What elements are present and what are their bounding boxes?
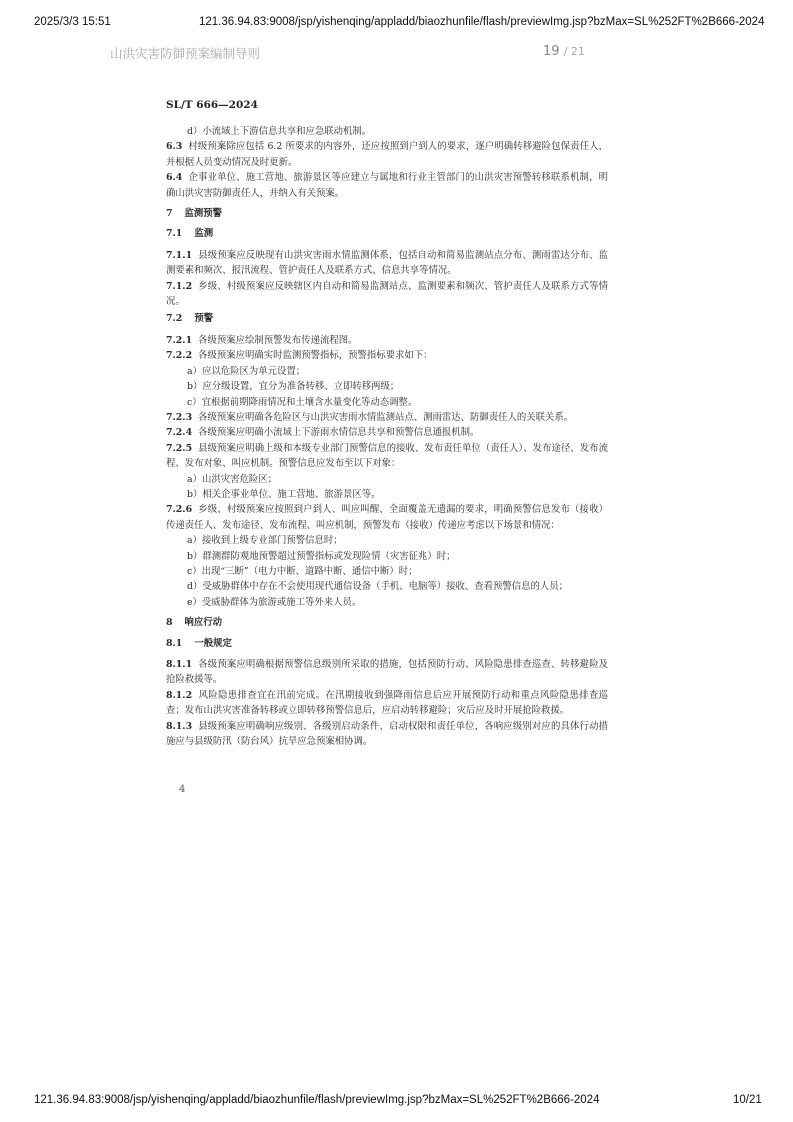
list-item bbox=[166, 549, 608, 564]
clause-paragraph bbox=[166, 441, 608, 472]
clause-number: 8.1.2 bbox=[166, 689, 193, 701]
clause-paragraph bbox=[166, 170, 608, 201]
clause-text: c）出现“三断”（电力中断、道路中断、通信中断）时； bbox=[187, 565, 418, 577]
clause-number: 7 bbox=[166, 208, 173, 220]
clause-number: 7.1.1 bbox=[166, 249, 193, 261]
clause-text: e）受威胁群体为旅游或施工等外来人员。 bbox=[187, 596, 362, 608]
clause-number: 8.1.3 bbox=[166, 720, 193, 732]
clause-text: 监测预警 bbox=[184, 208, 223, 220]
subsection-heading bbox=[166, 636, 608, 651]
current-page[interactable]: 19 bbox=[543, 44, 560, 59]
clause-text: b）应分级设置，宜分为准备转移、立即转移两级； bbox=[187, 381, 400, 393]
clause-number: 7.2.2 bbox=[166, 350, 193, 362]
clause-paragraph bbox=[166, 139, 608, 170]
clause-number: 6.4 bbox=[166, 172, 183, 184]
list-item bbox=[166, 487, 608, 502]
clause-paragraph bbox=[166, 279, 608, 310]
footer-url: 121.36.94.83:9008/jsp/yishenqing/appladd/biaozhunfile/flash/previewImg.jsp?bzMax=SL%252FT%2B666-2024 bbox=[34, 1094, 600, 1106]
clause-number: 8.1 bbox=[166, 637, 183, 649]
clause-number: 7.1 bbox=[166, 228, 183, 240]
section-heading bbox=[166, 615, 608, 630]
list-item bbox=[166, 472, 608, 487]
document-title: 山洪灾害防御预案编制导则 bbox=[110, 46, 261, 61]
clause-paragraph bbox=[166, 348, 608, 363]
clause-number: 7.1.2 bbox=[166, 280, 193, 292]
clause-text: 各级预案应绘制预警发布传递流程图。 bbox=[198, 334, 358, 346]
clause-text: b）相关企事业单位、施工营地、旅游景区等。 bbox=[187, 488, 381, 500]
clause-paragraph bbox=[166, 688, 608, 719]
clause-number: 8.1.1 bbox=[166, 659, 193, 670]
list-item bbox=[166, 564, 608, 579]
clause-paragraph bbox=[166, 410, 608, 425]
clause-paragraph bbox=[166, 425, 608, 440]
section-heading bbox=[166, 206, 608, 221]
standard-code: SL/T 666—2024 bbox=[166, 99, 258, 111]
list-item bbox=[166, 124, 608, 139]
clause-text: 预警 bbox=[194, 313, 214, 325]
clause-number: 7.2.4 bbox=[166, 427, 193, 439]
subsection-heading bbox=[166, 226, 608, 241]
clause-paragraph bbox=[166, 502, 608, 533]
clause-number: 7.2.3 bbox=[166, 411, 193, 423]
total-pages: / 21 bbox=[563, 45, 585, 58]
clause-number: 7.2.5 bbox=[166, 442, 193, 454]
clause-text: 乡级、村级预案应反映辖区内自动和简易监测站点、监测要素和频次、管护责任人及联系方式等情况。 bbox=[166, 280, 608, 308]
clause-text: d）受威胁群体中存在不会使用现代通信设备（手机、电脑等）接收、查看预警信息的人员； bbox=[187, 581, 569, 593]
clause-number: 8 bbox=[166, 617, 173, 629]
document-body bbox=[166, 124, 608, 749]
clause-paragraph bbox=[166, 333, 608, 348]
clause-text: a）应以危险区为单元设置； bbox=[187, 365, 306, 377]
clause-text: 各级预案应明确小流域上下游雨水情信息共享和预警信息通报机制。 bbox=[198, 427, 480, 439]
footer-page-count: 10/21 bbox=[733, 1094, 762, 1106]
clause-number: 7.2.1 bbox=[166, 334, 193, 346]
clause-text: 县级预案应反映现有山洪灾害雨水情监测体系，包括自动和简易监测站点分布、测雨雷达分布、监测要素和频次、报汛流程、管护责任人及联系方式、信息共享等情况。 bbox=[166, 249, 608, 277]
clause-text: 一般规定 bbox=[194, 637, 232, 649]
clause-text: 各级预案应明确根据预警信息级别所采取的措施，包括预防行动、风险隐患排查巡查、转移避险及抢险救援等。 bbox=[166, 659, 608, 686]
clause-text: d）小流域上下游信息共享和应急联动机制。 bbox=[187, 126, 372, 137]
page-number: 4 bbox=[179, 784, 186, 795]
clause-text: 乡级、村级预案应按照到户到人、叫应叫醒、全面覆盖无遗漏的要求，明确预警信息发布（接收）传递责任人、发布途径、发布流程、叫应机制，预警发布（接收）传递应考虑以下场景和情况： bbox=[166, 504, 608, 531]
clause-text: a）山洪灾害危险区； bbox=[187, 473, 277, 485]
print-datetime: 2025/3/3 15:51 bbox=[34, 16, 111, 28]
subsection-heading bbox=[166, 311, 608, 326]
print-url: 121.36.94.83:9008/jsp/yishenqing/appladd/biaozhunfile/flash/previewImg.jsp?bzMax=SL%252FT%2B666-2024 bbox=[199, 16, 765, 28]
clause-paragraph bbox=[166, 248, 608, 279]
clause-text: 监测 bbox=[194, 228, 214, 240]
clause-number: 7.2 bbox=[166, 313, 183, 325]
viewer-toolbar bbox=[0, 44, 793, 64]
list-item bbox=[166, 395, 608, 410]
list-item bbox=[166, 364, 608, 379]
page-indicator bbox=[543, 44, 585, 59]
clause-text: 风险隐患排查宜在汛前完成。在汛期接收到强降雨信息后应开展预防行动和重点风险隐患排查巡查；发布山洪灾害准备转移或立即转移预警信息后，应启动转移避险；灾后应及时开展抢险救援。 bbox=[166, 689, 608, 717]
list-item bbox=[166, 595, 608, 610]
clause-number: 6.3 bbox=[166, 141, 183, 153]
clause-text: a）接收到上级专业部门预警信息时； bbox=[187, 535, 343, 547]
clause-text: 各级预案应明确各危险区与山洪灾害雨水情监测站点、测雨雷达、防御责任人的关联关系。 bbox=[198, 411, 574, 423]
list-item bbox=[166, 379, 608, 394]
clause-text: 县级预案应明确上级和本级专业部门预警信息的接收、发布责任单位（责任人）、发布途径、发布流程、发布对象、叫应机制。预警信息应发布至以下对象： bbox=[166, 442, 608, 470]
clause-number: 7.2.6 bbox=[166, 504, 193, 516]
clause-text: 县级预案应明确响应级别、各级别启动条件、启动权限和责任单位，各响应级别对应的具体行动措施应与县级防汛（防台风）抗旱应急预案相协调。 bbox=[166, 720, 608, 748]
clause-text: 各级预案应明确实时监测预警指标，预警指标要求如下： bbox=[198, 350, 433, 362]
clause-paragraph bbox=[166, 719, 608, 750]
clause-text: 响应行动 bbox=[184, 617, 223, 629]
clause-text: 企事业单位、施工营地、旅游景区等应建立与属地和行业主管部门的山洪灾害预警转移联系机制，明确山洪灾害防御责任人，并纳入有关预案。 bbox=[166, 172, 608, 199]
clause-text: b）群测群防观地预警超过预警指标或发现险情（灾害征兆）时； bbox=[187, 550, 456, 562]
list-item bbox=[166, 579, 608, 594]
clause-text: c）宜根据前期降雨情况和土壤含水量变化等动态调整。 bbox=[187, 396, 418, 408]
clause-text: 村级预案除应包括 6.2 所要求的内容外，还应按照到户到人的要求，逐户明确转移避险包保责任人，并根据人员变动情况及时更新。 bbox=[166, 141, 608, 168]
clause-paragraph bbox=[166, 657, 608, 688]
list-item bbox=[166, 533, 608, 548]
